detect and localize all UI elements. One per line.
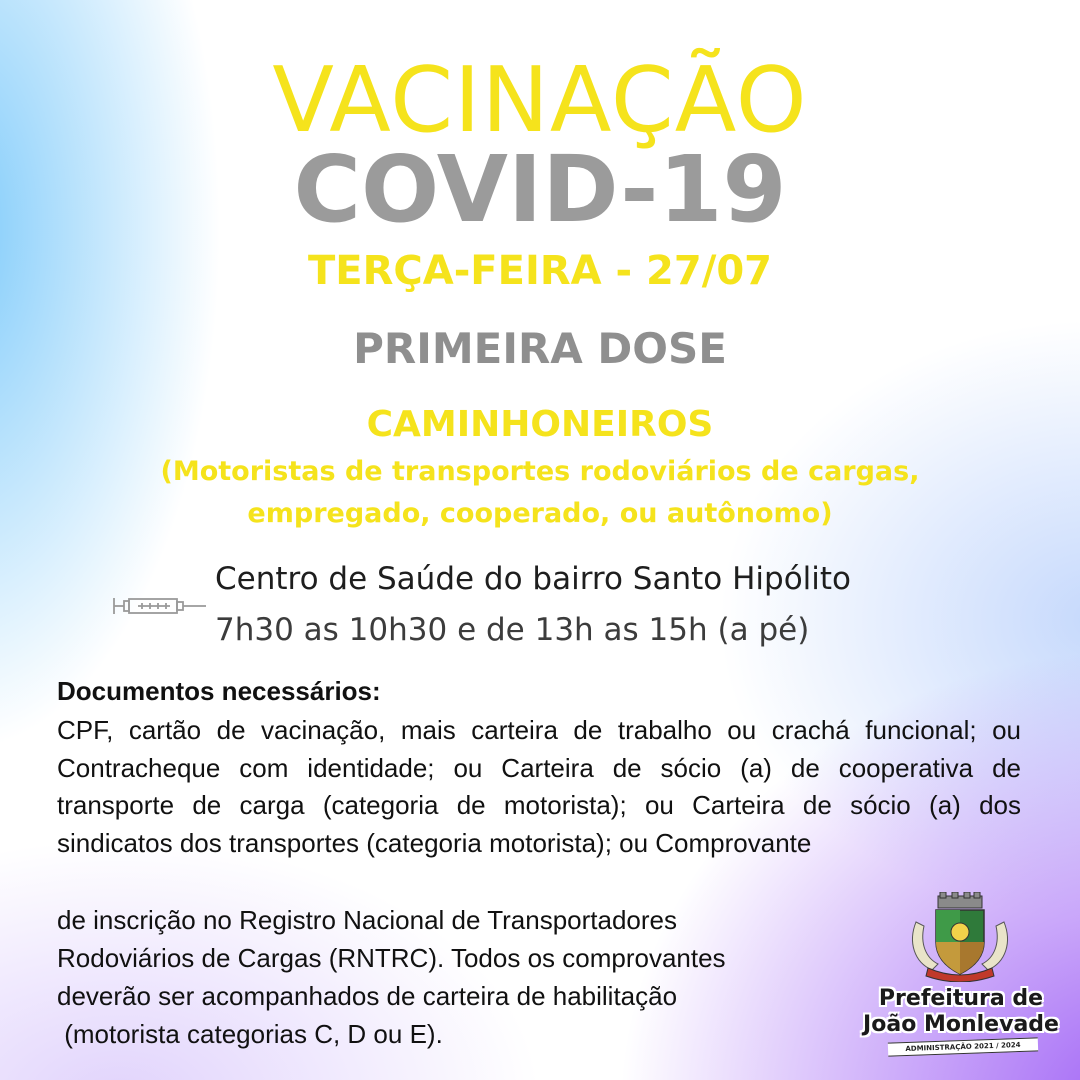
target-group-label: CAMINHONEIROS [366,404,714,445]
documents-line-1: de inscrição no Registro Nacional de Transportadores [57,905,678,935]
city-crest-icon [908,892,1012,982]
target-group-description-line2: empregado, cooperado, ou autônomo) [247,498,833,529]
target-group-description-line1: (Motoristas de transportes rodoviários de cargas, [160,456,920,487]
documents-line-2: Rodoviários de Cargas (RNTRC). Todos os comprovantes [57,943,726,973]
logo-name-line1: Prefeitura de [878,986,1044,1011]
date-label: TERÇA-FEIRA - 27/07 [307,248,772,294]
logo-name-line2: João Monlevade [863,1012,1059,1037]
vaccination-location: Centro de Saúde do bairro Santo Hipólito [215,561,852,597]
documents-line-3: deverão ser acompanhados de carteira de habilitação [57,981,678,1011]
syringe-icon [112,592,208,620]
headline-vacinacao: VACINAÇÃO [272,48,808,153]
vaccination-hours: 7h30 as 10h30 e de 13h as 15h (a pé) [215,612,810,648]
dose-label: PRIMEIRA DOSE [353,324,727,373]
headline-covid: COVID-19 [293,136,787,243]
logo-administration-label: ADMINISTRAÇÃO 2021 / 2024 [888,1037,1038,1056]
documents-line-4: (motorista categorias C, D ou E). [57,1019,443,1049]
city-logo [858,892,1064,1052]
documents-paragraph: CPF, cartão de vacinação, mais carteira de trabalho ou crachá funcional; ou Contracheque com identidade; ou Carteira de sócio (a) de cooperativa de transporte de carga (categoria de motorista); ou Carteira de sócio (a) dos sindicatos dos transportes (categoria motorista); ou Comprovante [57,715,1021,858]
documents-title: Documentos necessários: [57,676,381,706]
